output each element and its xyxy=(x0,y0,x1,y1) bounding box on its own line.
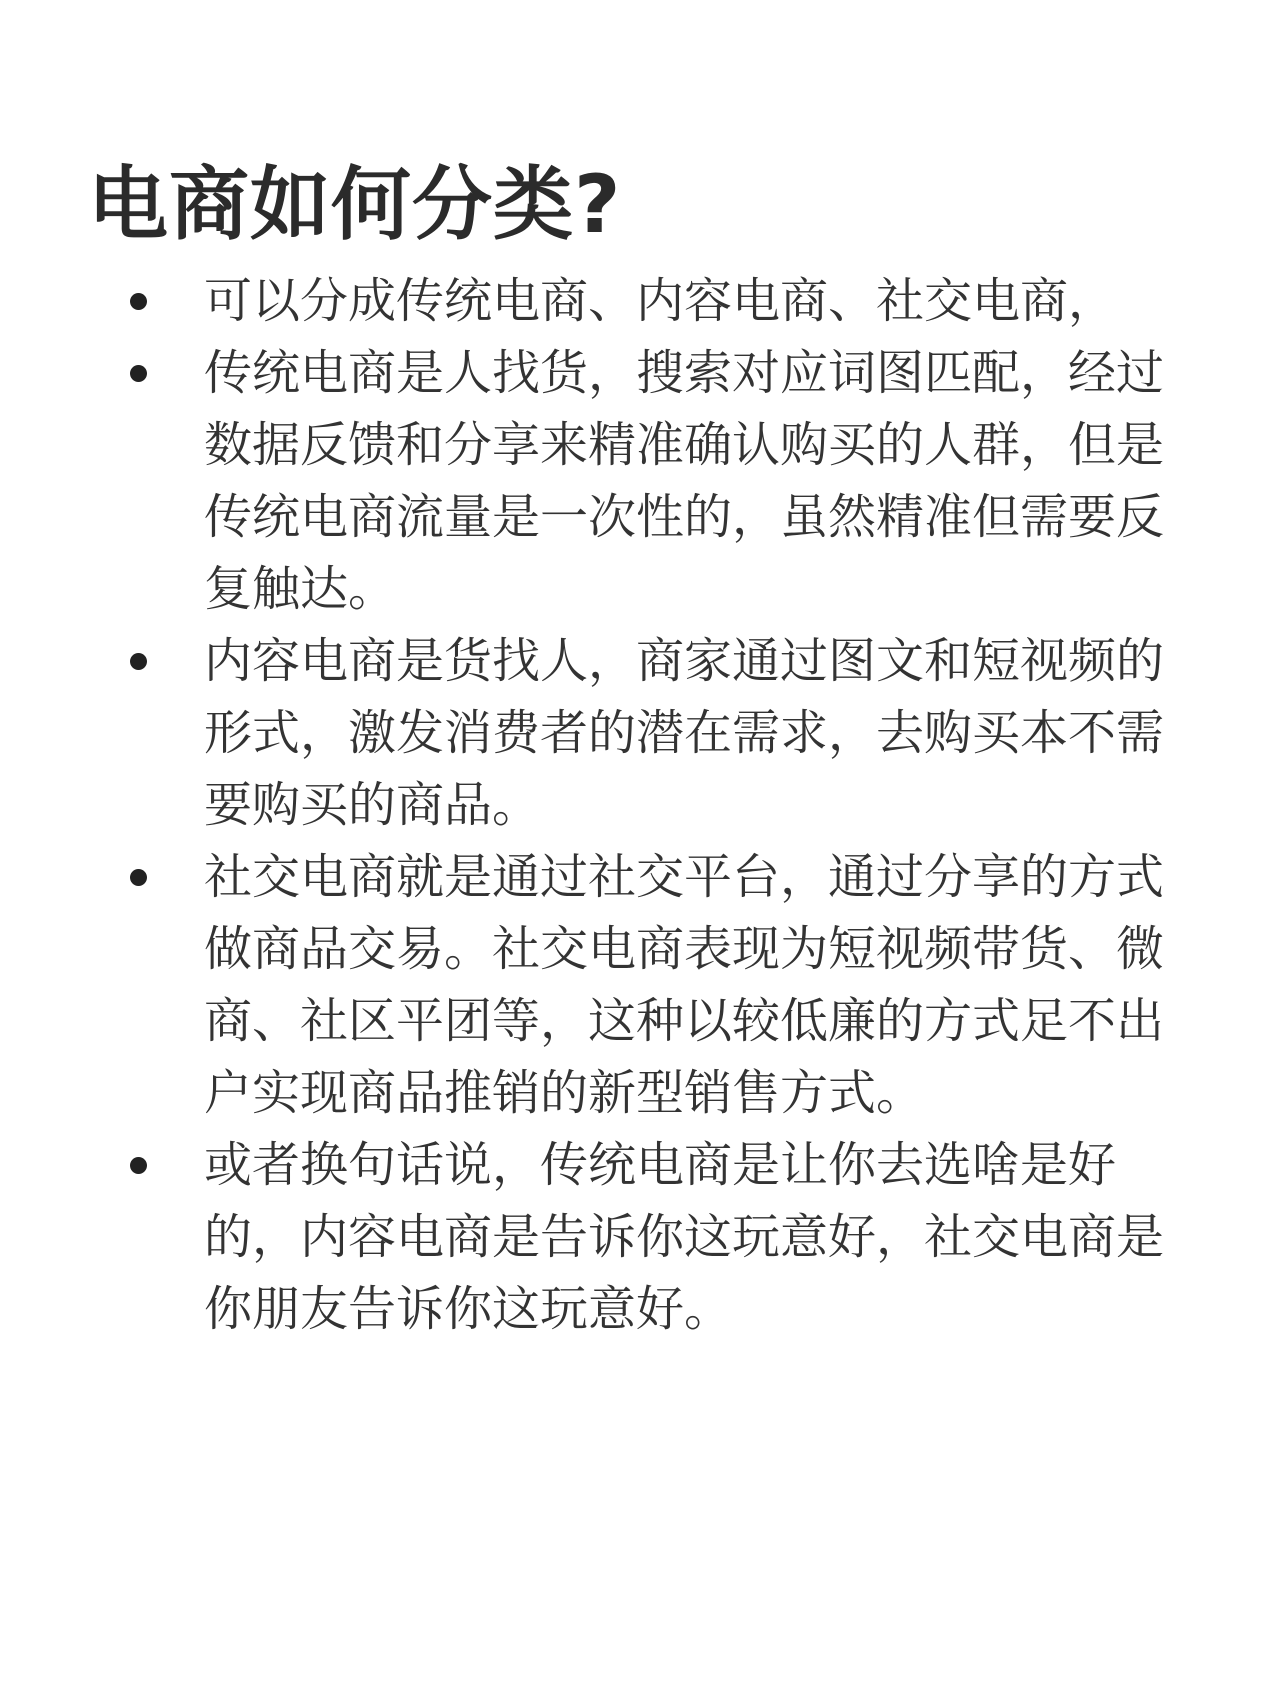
list-item xyxy=(0,337,1174,625)
list-item-text: 内容电商是货找人，商家通过图文和短视频的形式，激发消费者的潜在需求，去购买本不需要购买的商品。 xyxy=(204,633,1165,833)
list-item-text: 可以分成传统电商、内容电商、社交电商， xyxy=(204,273,1117,329)
list-item xyxy=(0,841,1174,1129)
list-item-text: 传统电商是人找货，搜索对应词图匹配，经过数据反馈和分享来精准确认购买的人群，但是传统电商流量是一次性的，虽然精准但需要反复触达。 xyxy=(204,345,1165,617)
bullet-dot-icon xyxy=(130,653,147,670)
bullet-dot-icon xyxy=(130,1157,147,1174)
list-item xyxy=(0,1129,1174,1345)
bullet-dot-icon xyxy=(130,869,147,886)
bullet-dot-icon xyxy=(130,293,147,310)
list-item-text: 社交电商就是通过社交平台，通过分享的方式做商品交易。社交电商表现为短视频带货、微商、社区平团等，这种以较低廉的方式足不出户实现商品推销的新型销售方式。 xyxy=(204,849,1165,1121)
list-item xyxy=(0,265,1174,337)
list-item xyxy=(0,625,1174,841)
bullet-dot-icon xyxy=(130,365,147,382)
page-title: 电商如何分类? xyxy=(88,158,622,251)
list-item-text: 或者换句话说，传统电商是让你去选啥是好的，内容电商是告诉你这玩意好，社交电商是你朋友告诉你这玩意好。 xyxy=(204,1137,1165,1337)
bullet-list xyxy=(0,265,1280,1345)
